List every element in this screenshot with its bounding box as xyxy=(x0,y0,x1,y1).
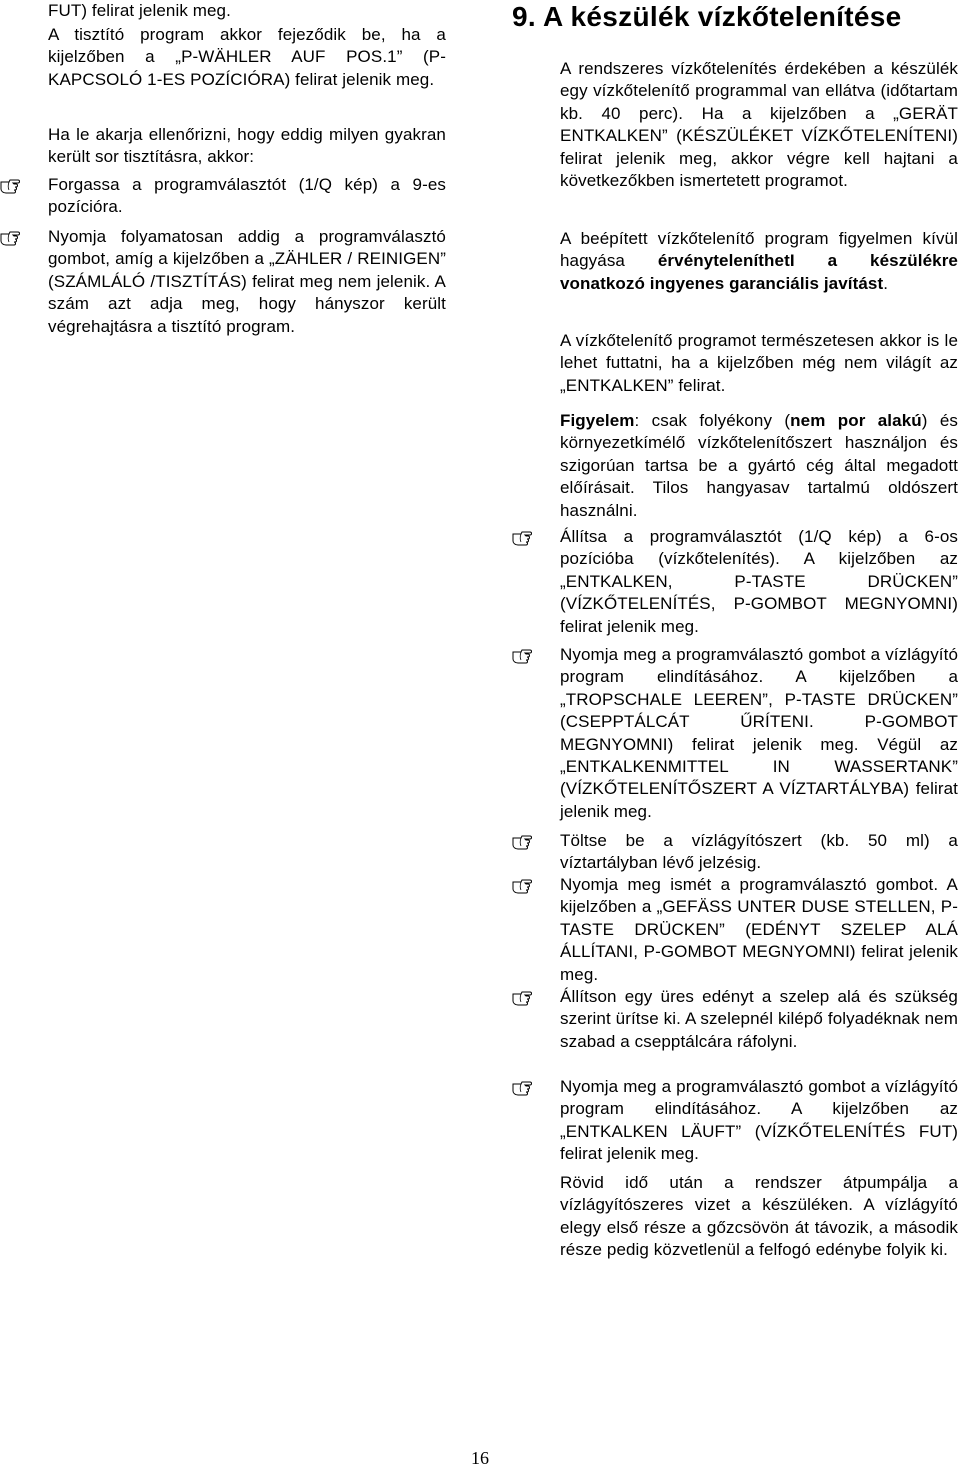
left-bullet-2 xyxy=(0,226,446,338)
right-bullet-5 xyxy=(512,986,958,1053)
pointing-hand-icon xyxy=(0,229,30,247)
right-bullet-2-text: Nyomja meg a programválasztó gombot a vízlágyító program elindításához. A kijelzőben a „TROPSCHALE LEEREN”, P-TASTE DRÜCKEN” (CSEPPTÁLCÁT ŰRÍTENI. P-GOMBOT MEGNYOMNI) felirat jelenik meg. Végül az „ENTKALKENMITTEL IN WASSERTANK” (VÍZKŐTELENÍTŐSZERT A VÍZTARTÁLYBA) felirat jelenik meg. xyxy=(560,645,958,821)
left-bullet-1 xyxy=(0,174,446,219)
pointing-hand-icon xyxy=(512,647,542,665)
right-paragraph-3: A vízkőtelenítő programot természetesen akkor is le lehet futtatni, ha a kijelzőben még nem világít az „ENTKALKEN” felirat. xyxy=(560,331,958,395)
left-paragraph-2: A tisztító program akkor fejeződik be, ha a kijelzőben a „P-WÄHLER AUF POS.1” (P-KAPCSOLÓ 1-ES POZÍCIÓRA) felirat jelenik meg. xyxy=(48,25,446,89)
right-bullet-4 xyxy=(512,874,958,986)
right-bullet-1-text: Állítsa a programválasztót (1/Q kép) a 6-os pozícióba (vízkőtelenítés). A kijelzőben az „ENTKALKEN, P-TASTE DRÜCKEN” (VÍZKŐTELENÍTÉS, P-GOMBOT MEGNYOMNI) felirat jelenik meg. xyxy=(560,527,958,636)
left-paragraph-1: FUT) felirat jelenik meg. xyxy=(48,1,231,20)
left-paragraph-3: Ha le akarja ellenőrizni, hogy eddig milyen gyakran került sor tisztításra, akkor: xyxy=(48,125,446,167)
pointing-hand-icon xyxy=(512,989,542,1007)
pointing-hand-icon xyxy=(512,877,542,895)
page-number: 16 xyxy=(471,1448,489,1468)
pointing-hand-icon xyxy=(512,1079,542,1097)
right-bullet-2 xyxy=(512,644,958,823)
warranty-warning: érvényteleníthetI a készülékre vonatkozó ingyenes garanciális javítást xyxy=(560,251,958,293)
right-bullet-3 xyxy=(512,830,958,875)
right-paragraph-1: A rendszeres vízkőtelenítés érdekében a készülék egy vízkőtelenítő programmal van ellátva (időtartam kb. 40 perc). Ha a kijelzőben a „GERÄT ENTKALKEN” (KÉSZÜLÉKET VÍZKŐTELENÍTENI) felirat jelenik meg, akkor végre kell hajtani a következőkben ismertetett programot. xyxy=(560,59,958,191)
right-bullet-6-text: Nyomja meg a programválasztó gombot a vízlágyító program elindításához. A kijelzőben az „ENTKALKEN LÄUFT” (VÍZKŐTELENÍTÉS FUT) felirat jelenik meg. xyxy=(560,1077,958,1164)
right-bullet-3-text: Töltse be a vízlágyítószert (kb. 50 ml) a víztartályban lévő jelzésig. xyxy=(560,831,958,873)
right-paragraph-5: Rövid idő után a rendszer átpumpálja a vízlágyítószeres vizet a készüléken. A vízlágyító elegy első része a gőzcsövön át távozik, a második része pedig közvetlenül a felfogó edénybe folyik ki. xyxy=(560,1173,958,1260)
pointing-hand-icon xyxy=(512,833,542,851)
attention-label: Figyelem xyxy=(560,411,635,430)
left-bullet-2-text: Nyomja folyamatosan addig a programválasztó gombot, amíg a kijelzőben a „ZÄHLER / REINIGEN” (SZÁMLÁLÓ /TISZTÍTÁS) felirat meg nem jelenik. A szám azt adja meg, hogy hányszor került végrehajtásra a tisztító program. xyxy=(48,227,446,336)
pointing-hand-icon xyxy=(512,529,542,547)
right-bullet-4-text: Nyomja meg ismét a programválasztó gombot. A kijelzőben a „GEFÄSS UNTER DUSE STELLEN, P-TASTE DRÜCKEN” (EDÉNYT SZELEP ALÁ ÁLLÍTANI, P-GOMBOT MEGNYOMNI) felirat jelenik meg. xyxy=(560,875,958,984)
right-paragraph-2: A beépített vízkőtelenítő program figyelmen kívül hagyása érvényteleníthetI a készülékre vonatkozó ingyenes garanciális javítást. xyxy=(560,229,958,293)
right-bullet-6 xyxy=(512,1076,958,1166)
left-bullet-1-text: Forgassa a programválasztót (1/Q kép) a 9-es pozícióra. xyxy=(48,175,446,217)
section-heading: 9. A készülék vízkőtelenítése xyxy=(512,1,902,32)
right-paragraph-4: Figyelem: csak folyékony (nem por alakú) és környezetkímélő vízkőtelenítőszert használjon és szigorúan tartsa be a gyártó cég által megadott előírásait. Tilos hangyasav tartalmú oldószert használni. xyxy=(560,411,958,520)
right-bullet-5-text: Állítson egy üres edényt a szelep alá és szükség szerint ürítse ki. A szelepnél kilépő folyadéknak nem szabad a csepptálcára ráfolyni. xyxy=(560,987,958,1051)
pointing-hand-icon xyxy=(0,177,30,195)
right-bullet-1 xyxy=(512,526,958,638)
